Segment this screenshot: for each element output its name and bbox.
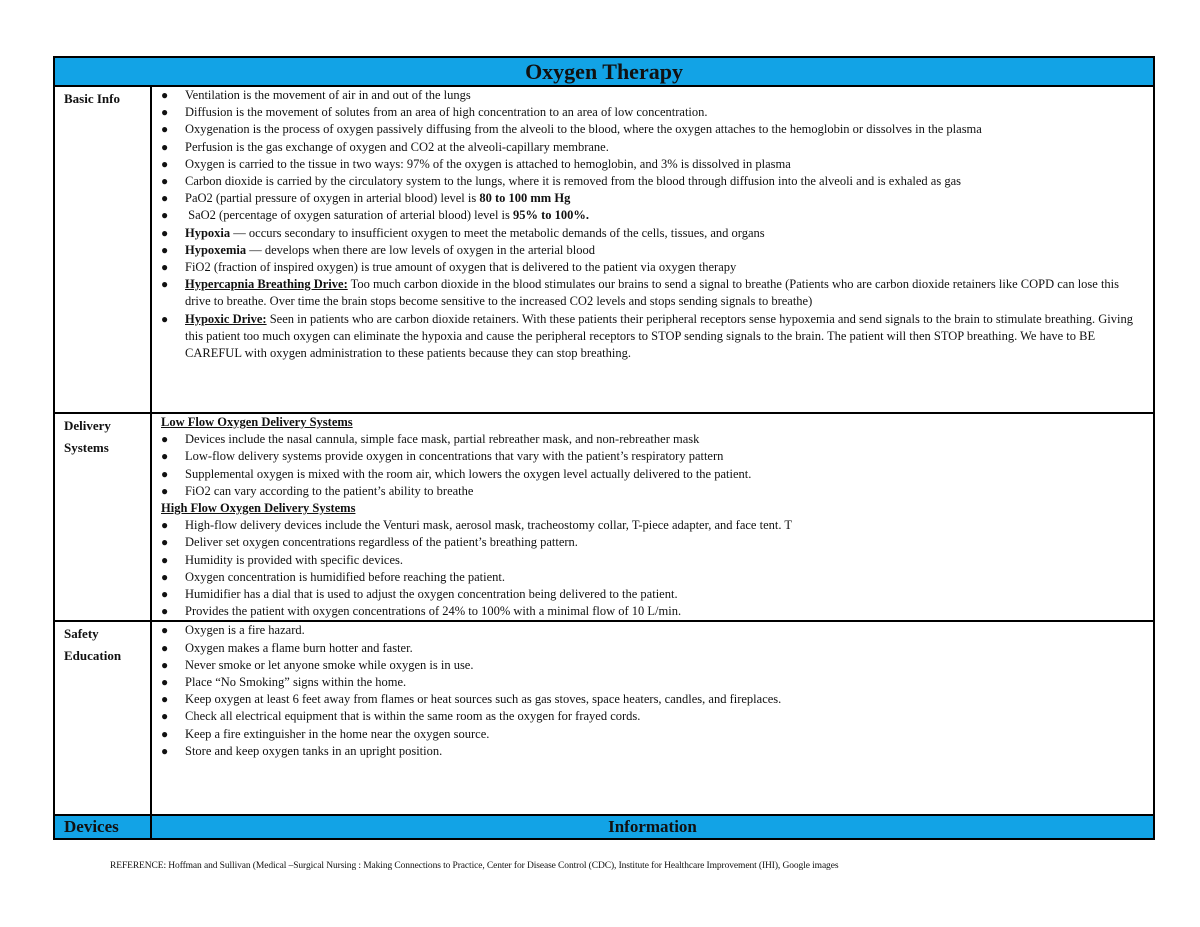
table-title: Oxygen Therapy [54,57,1154,86]
bullet-icon: ● [161,105,169,120]
list-item: ● Hypoxic Drive: Seen in patients who are carbon dioxide retainers. With these patients their peripheral receptors sense hypoxemia and send signals to the brain to stimulate breathing. Giving this patient too much oxygen can eliminate the hypoxia and cause the peripheral receptors to STOP sending signals to the brain. The patient will then STOP breathing. We have to BE CAREFUL with oxygen administration to these patients because they can stop breathing. [161,311,1133,361]
term-hypoxemia: Hypoxemia [185,242,247,257]
list-item: ● Humidifier has a dial that is used to adjust the oxygen concentration being delivered to the patient. [161,586,1147,603]
list-item: ● Never smoke or let anyone smoke while oxygen is in use. [161,657,1147,674]
basic-info-list [161,87,1147,362]
bullet-icon: ● [161,139,169,154]
list-item: ● Ventilation is the movement of air in and out of the lungs [161,87,1147,104]
list-item: ● Devices include the nasal cannula, simple face mask, partial rebreather mask, and non-rebreather mask [161,431,1147,448]
sao2-range: 95% to 100%. [513,208,590,223]
list-item: ● FiO2 can vary according to the patient’s ability to breathe [161,483,1147,500]
list-item: ● Hypoxemia — develops when there are low levels of oxygen in the arterial blood [161,242,1147,259]
bullet-icon: ● [161,623,169,638]
devices-footer-row [54,815,1154,839]
information-header: Information [151,815,1154,839]
safety-education-content [151,621,1154,815]
list-item: ● Keep oxygen at least 6 feet away from flames or heat sources such as gas stoves, space heaters, candles, and fireplaces. [161,691,1147,708]
bullet-icon: ● [161,208,169,223]
bullet-icon: ● [161,640,169,655]
bullet-icon: ● [161,552,169,567]
bullet-icon: ● [161,743,169,758]
bullet-icon: ● [161,191,169,206]
list-item: ● Oxygen concentration is humidified before reaching the patient. [161,569,1147,586]
safety-list [161,622,1147,760]
bullet-icon: ● [161,225,169,240]
basic-info-label: Basic Info [54,86,151,413]
list-item: ● Store and keep oxygen tanks in an upright position. [161,743,1147,760]
pao2-range: 80 to 100 mm Hg [479,191,571,206]
delivery-systems-label: Delivery Systems [54,413,151,621]
bullet-icon: ● [161,311,169,326]
list-item: ● SaO2 (percentage of oxygen saturation of arterial blood) level is 95% to 100%. [161,207,1147,224]
term-hypercapnia-drive: Hypercapnia Breathing Drive: [185,277,348,292]
bullet-icon: ● [161,466,169,481]
bullet-icon: ● [161,569,169,584]
bullet-icon: ● [161,675,169,690]
devices-header: Devices [54,815,151,839]
bullet-icon: ● [161,604,169,619]
list-item: ● Oxygen is carried to the tissue in two ways: 97% of the oxygen is attached to hemoglobin, and 3% is dissolved in plasma [161,156,1147,173]
list-item: ● Oxygen is a fire hazard. [161,622,1147,639]
bullet-icon: ● [161,260,169,275]
low-flow-list [161,431,1147,500]
oxygen-therapy-table [53,56,1155,840]
list-item: ● Supplemental oxygen is mixed with the room air, which lowers the oxygen level actually delivered to the patient. [161,466,1147,483]
bullet-icon: ● [161,174,169,189]
reference-note: REFERENCE: Hoffman and Sullivan (Medical –Surgical Nursing : Making Connections to Practice, Center for Disease Control (CDC), Institute for Healthcare Improvement (IHI), Google images [110,861,839,871]
bullet-icon: ● [161,156,169,171]
list-item: ● Hypoxia — occurs secondary to insufficient oxygen to meet the metabolic demands of the cells, tissues, and organs [161,225,1147,242]
list-item: ● Low-flow delivery systems provide oxygen in concentrations that vary with the patient’s respiratory pattern [161,448,1147,465]
low-flow-heading: Low Flow Oxygen Delivery Systems [161,415,353,429]
bullet-icon: ● [161,587,169,602]
list-item: ● Hypercapnia Breathing Drive: Too much carbon dioxide in the blood stimulates our brains to send a signal to breathe (Patients who are carbon dioxide retainers like COPD can lose this drive to breathe. Over time the brain stops become sensitive to the increased CO2 levels and stops sending signals to breathe) [161,277,1120,309]
bullet-icon: ● [161,122,169,137]
list-item: ● FiO2 (fraction of inspired oxygen) is true amount of oxygen that is delivered to the patient via oxygen therapy [161,259,1147,276]
safety-education-label: Safety Education [54,621,151,815]
list-item: ● Check all electrical equipment that is within the same room as the oxygen for frayed cords. [161,708,1147,725]
list-item: ● Oxygenation is the process of oxygen passively diffusing from the alveoli to the blood, where the oxygen attaches to the hemoglobin or dissolves in the plasma [161,121,1147,138]
safety-education-row [54,621,1154,815]
basic-info-content [151,86,1154,413]
list-item: ● Place “No Smoking” signs within the home. [161,674,1147,691]
basic-info-row [54,86,1154,413]
list-item: ● Oxygen makes a flame burn hotter and faster. [161,640,1147,657]
term-hypoxic-drive: Hypoxic Drive: [185,311,267,326]
list-item: ● Deliver set oxygen concentrations regardless of the patient’s breathing pattern. [161,534,1147,551]
list-item: ● Perfusion is the gas exchange of oxygen and CO2 at the alveoli-capillary membrane. [161,139,1147,156]
list-item: ● Provides the patient with oxygen concentrations of 24% to 100% with a minimal flow of 10 L/min. [161,603,1147,620]
high-flow-list [161,517,1147,620]
delivery-systems-row [54,413,1154,621]
bullet-icon: ● [161,726,169,741]
list-item: ● PaO2 (partial pressure of oxygen in arterial blood) level is 80 to 100 mm Hg [161,190,1147,207]
bullet-icon: ● [161,242,169,257]
list-item: ● Diffusion is the movement of solutes from an area of high concentration to an area of low concentration. [161,104,1147,121]
list-item: ● Humidity is provided with specific devices. [161,552,1147,569]
bullet-icon: ● [161,518,169,533]
bullet-icon: ● [161,535,169,550]
term-hypoxia: Hypoxia [185,225,231,240]
high-flow-heading: High Flow Oxygen Delivery Systems [161,501,356,516]
bullet-icon: ● [161,449,169,464]
document-page [53,56,1153,840]
bullet-icon: ● [161,709,169,724]
bullet-icon: ● [161,692,169,707]
bullet-icon: ● [161,483,169,498]
bullet-icon: ● [161,88,169,102]
list-item: ● Carbon dioxide is carried by the circulatory system to the lungs, where it is removed from the blood through diffusion into the alveoli and is exhaled as gas [161,173,1147,190]
bullet-icon: ● [161,277,169,292]
list-item: ● High-flow delivery devices include the Venturi mask, aerosol mask, tracheostomy collar, T-piece adapter, and face tent. T [161,517,1147,534]
delivery-systems-content [151,413,1154,621]
bullet-icon: ● [161,432,169,447]
list-item: ● Keep a fire extinguisher in the home near the oxygen source. [161,726,1147,743]
bullet-icon: ● [161,657,169,672]
